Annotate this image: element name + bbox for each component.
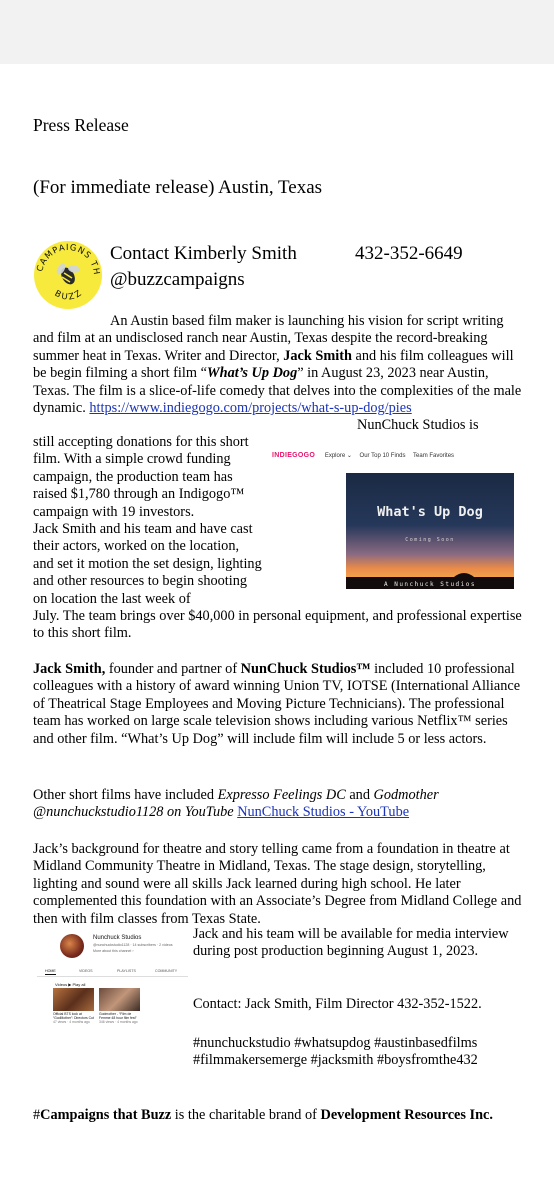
- studio-name: NunChuck Studios™: [240, 661, 371, 677]
- tab-community: COMMUNITY: [155, 969, 178, 973]
- org-name: Development Resources Inc.: [320, 1107, 493, 1123]
- channel-more: More about this channel ›: [93, 949, 134, 953]
- nav-explore: Explore ⌄: [324, 453, 352, 459]
- paragraph-casting: Jack Smith and his team and have cast their actors, worked on the location, and set it motion the set design, lighting and other resources to begin shooting on location the last week of: [33, 521, 262, 607]
- indiegogo-brand: INDIEGOGO: [272, 452, 316, 459]
- tab-playlists: PLAYLISTS: [117, 969, 136, 973]
- contact-line: Contact: Jack Smith, Film Director 432-352-1522.: [193, 996, 482, 1012]
- paragraph-crowdfunding: still accepting donations for this short film. With a simple crowd funding campaign, the production team has raised $1,780 through an Indigogo™ campaign with 19 investors.: [33, 434, 249, 520]
- paragraph-team: Jack Smith, founder and partner of NunChuck Studios™ included 10 professional colleagues with a history of award winning Union TV, IOTSE (International Alliance of Theatrical Stage Employees and Moving Picture Technicians). The professional team has worked on large scale television shows including various Netflix™ series and other film. “What’s Up Dog” will include film will include 5 or less actors.: [33, 661, 521, 747]
- channel-avatar: [60, 934, 84, 958]
- svg-text:CAMPAIGNS THAT: CAMPAIGNS TH: [35, 242, 102, 277]
- tab-home: HOME: [45, 969, 56, 973]
- channel-handle: @nunchuckstudio1128 · 14 subscribers · 2 videos: [93, 943, 173, 947]
- hashtags: #nunchuckstudio #whatsupdog #austinbasedfilms #filmmakersemerge #jacksmith #boysfromthe432: [193, 1035, 478, 1069]
- film-title: What’s Up Dog: [206, 365, 298, 382]
- nav-team-favorites: Team Favorites: [413, 453, 455, 459]
- svg-text:What's Up Dog: What's Up Dog: [377, 504, 483, 520]
- video-title-1: Official BTS look at “GodMother”: Directors Cut 47 views · 4 months ago: [53, 1012, 94, 1024]
- tab-videos: VIDEOS: [79, 969, 93, 973]
- video-title-2: Godmother - “Film de Femme 48 hour film fest” 346 views · 4 months ago: [99, 1012, 138, 1024]
- brand-name: Campaigns that Buzz: [40, 1107, 172, 1123]
- film-poster: [346, 473, 514, 589]
- paragraph-other-films: Other short films have included Expresso Feelings DC and Godmother @nunchuckstudio1128 on YouTube NunChuck Studios - YouTube: [33, 787, 439, 821]
- footer-note: #Campaigns that Buzz is the charitable brand of Development Resources Inc.: [33, 1107, 493, 1123]
- paragraph-intro: An Austin based film maker is launching his vision for script writing and film at an undisclosed ranch near Austin, Texas despite the record-breaking summer heat in Texas. Writer and Director, Jack Smith and his film colleagues will be begin filming a short film “What’s Up Dog” in August 23, 2023 near Austin, Texas. The film is a slice-of-life comedy that delves into the complexities of the male dynamic. https://www.indiegogo.com/projects/what-s-up-dog/pies: [33, 313, 522, 417]
- dateline: (For immediate release) Austin, Texas: [33, 177, 323, 198]
- campaigns-that-buzz-logo: [33, 240, 103, 310]
- paragraph-background: Jack’s background for theatre and story telling came from a foundation in theatre at Midland Community Theatre in Midland, Texas. The stage design, storytelling, lighting and sound were all skills Jack learned during high school. He later complemented this foundation with an Associate’s Degree from Midland College and then with film classes from Texas State.: [33, 841, 522, 927]
- paragraph-casting-cont: July. The team brings over $40,000 in personal equipment, and professional expertise to this short film.: [33, 608, 522, 642]
- svg-text:Coming Soon: Coming Soon: [405, 537, 455, 543]
- contact-phone: 432-352-6649: [355, 243, 463, 264]
- nav-top-finds: Our Top 10 Finds: [359, 453, 406, 459]
- director-name: Jack Smith: [283, 347, 352, 364]
- indiegogo-link[interactable]: https://www.indiegogo.com/projects/what-s-up-dog/pies: [89, 400, 412, 417]
- svg-text:BUZZ: BUZZ: [52, 287, 86, 303]
- contact-name: Contact Kimberly Smith: [110, 243, 297, 264]
- youtube-channel-screenshot: [33, 928, 188, 1024]
- contact-handle: @buzzcampaigns: [110, 269, 245, 290]
- paragraph-media: Jack and his team will be available for media interview during post production beginning August 1, 2023.: [193, 926, 509, 960]
- youtube-link[interactable]: NunChuck Studios - YouTube: [237, 804, 410, 821]
- videos-label: Videos ▶ Play all: [55, 982, 86, 987]
- paragraph-intro-cont: NunChuck Studios is: [357, 417, 479, 433]
- indiegogo-nav: [272, 452, 460, 459]
- indiegogo-screenshot: [264, 448, 526, 595]
- top-bar: [0, 0, 554, 64]
- page-heading: Press Release: [33, 115, 129, 135]
- channel-name: Nunchuck Studios: [93, 935, 142, 941]
- video-thumbnail-2: [99, 988, 140, 1011]
- channel-tabs: [37, 969, 188, 977]
- founder-name: Jack Smith,: [33, 661, 106, 677]
- video-thumbnail-1: [53, 988, 94, 1011]
- svg-text:A Nunchuck Studios: A Nunchuck Studios: [383, 581, 477, 588]
